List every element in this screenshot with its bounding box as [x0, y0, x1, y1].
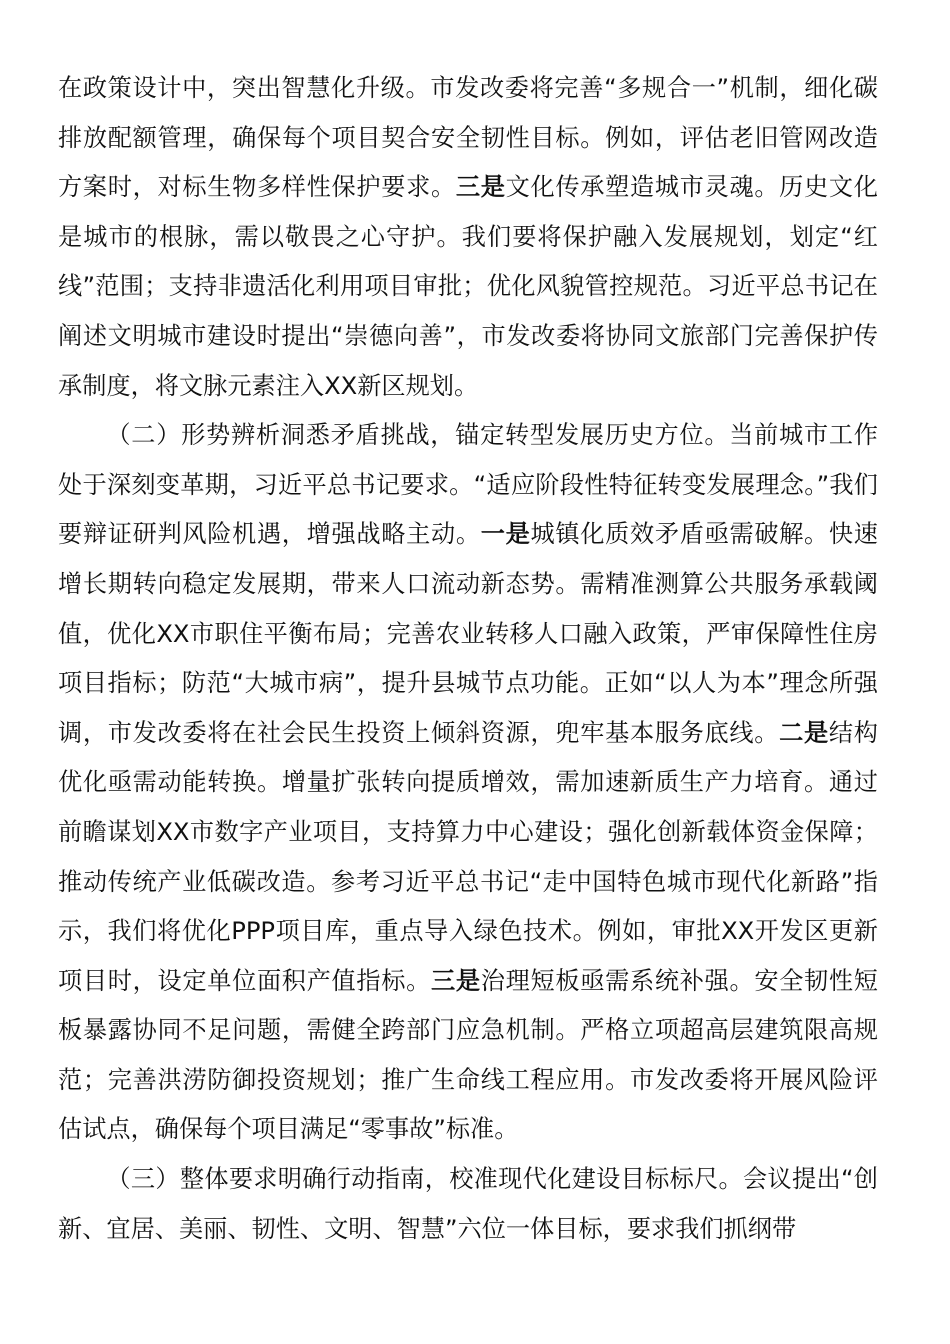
paragraph-2-text-b: 城镇化质效矛盾亟需破解。快速增长期转向稳定发展期，带来人口流动新态势。需精准测算公共服务承载阈值，优化XX市职住平衡布局；完善农业转移人口融入政策，严审保障性住房项目指标；防范“大城市病”，提升县城节点功能。正如“以人为本”理念所强调，市发改委将在社会民生投资上倾斜资源，兜牢基本服务底线。 [58, 520, 878, 747]
paragraph-1-text-b: 文化传承塑造城市灵魂。历史文化是城市的根脉，需以敬畏之心守护。我们要将保护融入发展规划，划定“红线”范围；支持非遗活化利用项目审批；优化风貌管控规范。习近平总书记在阐述文明城市建设时提出“崇德向善”，市发改委将协同文旅部门完善保护传承制度，将文脉元素注入XX新区规划。 [58, 173, 878, 400]
paragraph-2-marker-san: 三是 [431, 966, 481, 995]
paragraph-2-text-d: 治理短板亟需系统补强。安全韧性短板暴露协同不足问题，需健全跨部门应急机制。严格立项超高层建筑限高规范；完善洪涝防御投资规划；推广生命线工程应用。市发改委将开展风险评估试点，确保每个项目满足“零事故”标准。 [58, 966, 878, 1144]
paragraph-2-text-a: （二）形势辨析洞悉矛盾挑战，锚定转型发展历史方位。当前城市工作处于深刻变革期，习近平总书记要求。“适应阶段性特征转变发展理念。”我们要辩证研判风险机遇，增强战略主动。 [58, 421, 878, 549]
paragraph-1-text-a: 在政策设计中，突出智慧化升级。市发改委将完善“多规合一”机制，细化碳排放配额管理，确保每个项目契合安全韧性目标。例如，评估老旧管网改造方案时，对标生物多样性保护要求。 [58, 74, 878, 202]
paragraph-2-text-c: 结构优化亟需动能转换。增量扩张转向提质增效，需加速新质生产力培育。通过前瞻谋划XX市数字产业项目，支持算力中心建设；强化创新载体资金保障；推动传统产业低碳改造。参考习近平总书记“走中国特色城市现代化新路”指示，我们将优化PPP项目库，重点导入绿色技术。例如，审批XX开发区更新项目时，设定单位面积产值指标。 [58, 718, 878, 995]
paragraph-2-marker-yi: 一是 [480, 520, 531, 549]
paragraph-1-marker-san: 三是 [455, 173, 506, 202]
paragraph-3 [58, 1155, 878, 1254]
paragraph-1 [58, 64, 878, 411]
document-body [58, 64, 878, 1254]
paragraph-2 [58, 411, 878, 1155]
paragraph-3-text-a: （三）整体要求明确行动指南，校准现代化建设目标标尺。会议提出“创新、宜居、美丽、韧性、文明、智慧”六位一体目标，要求我们抓纲带 [58, 1165, 878, 1243]
paragraph-2-marker-er: 二是 [779, 718, 829, 747]
